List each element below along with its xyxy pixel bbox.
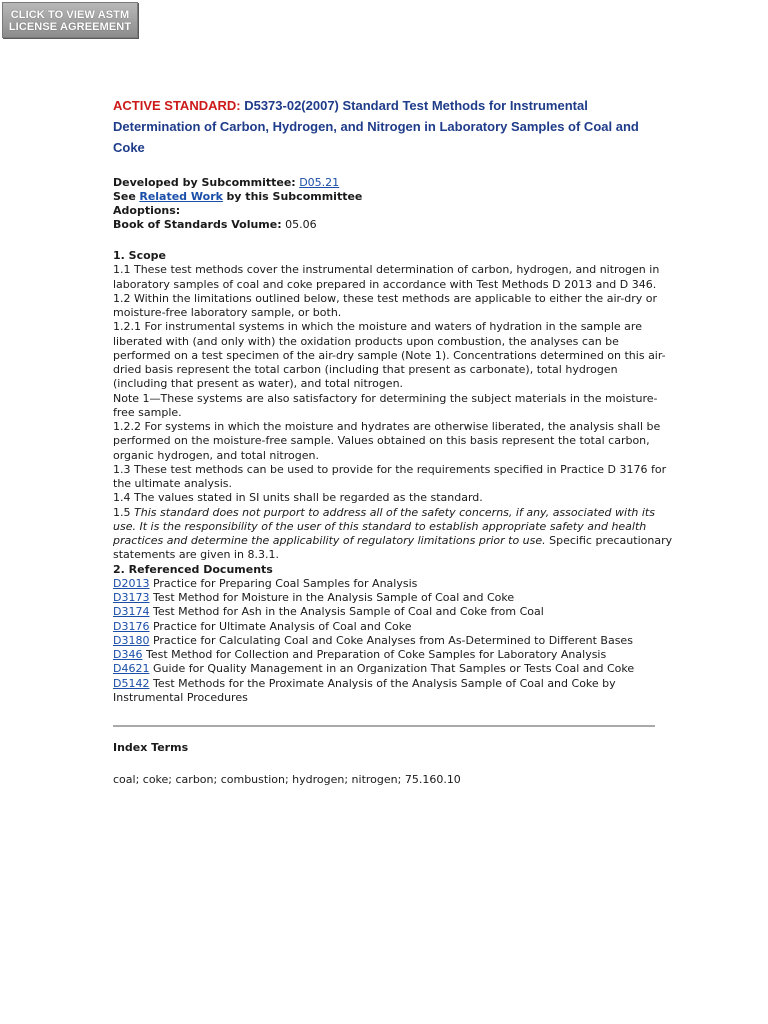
adoptions-row xyxy=(113,204,673,218)
reference-item xyxy=(113,677,673,706)
volume-label: Book of Standards Volume: xyxy=(113,218,282,231)
reference-link-d3180[interactable]: D3180 xyxy=(113,633,150,647)
see-label: See xyxy=(113,190,136,203)
scope-1-2-2: 1.2.2 For systems in which the moisture and hydrates are otherwise liberated, the analysis shall be performed on the moisture-free sample. Values obtained on this basis represent the total carbon, organic hydrogen, and total nitrogen. xyxy=(113,420,661,462)
by-this-subcommittee-label: by this Subcommittee xyxy=(226,190,363,203)
section-divider xyxy=(113,725,655,727)
reference-text: Test Methods for the Proximate Analysis of the Analysis Sample of Coal and Coke by Instrumental Procedures xyxy=(113,676,616,704)
reference-link-d2013[interactable]: D2013 xyxy=(113,576,150,590)
scope-heading: 1. Scope xyxy=(113,249,166,262)
developed-by-label: Developed by Subcommittee: xyxy=(113,176,296,189)
scope-1-5-tail: Specific precautionary statements are given in 8.3.1. xyxy=(113,534,673,562)
license-agreement-button[interactable] xyxy=(2,2,138,38)
reference-item xyxy=(113,605,673,619)
scope-1-4: 1.4 The values stated in SI units shall be regarded as the standard. xyxy=(113,491,483,505)
title-line1: D5373-02(2007) Standard Test Methods for Instrumental xyxy=(240,98,588,113)
adoptions-label: Adoptions: xyxy=(113,204,181,217)
document-content xyxy=(113,95,673,787)
reference-text: Test Method for Ash in the Analysis Sample of Coal and Coke from Coal xyxy=(149,605,544,619)
reference-link-d5142[interactable]: D5142 xyxy=(113,676,150,690)
scope-note-1: Note 1—These systems are also satisfactory for determining the subject materials in the moisture-free sample. xyxy=(113,391,658,419)
reference-link-d3174[interactable]: D3174 xyxy=(113,605,150,619)
volume-row xyxy=(113,218,673,232)
reference-link-d3173[interactable]: D3173 xyxy=(113,591,150,604)
subcommittee-link[interactable]: D05.21 xyxy=(299,176,340,189)
scope-1-5 xyxy=(113,506,673,563)
reference-text: Practice for Preparing Coal Samples for Analysis xyxy=(149,576,418,590)
developed-by-row xyxy=(113,176,673,190)
reference-link-d4621[interactable]: D4621 xyxy=(113,662,150,676)
scope-1-3: 1.3 These test methods can be used to provide for the requirements specified in Practice D 3176 for the ultimate analysis. xyxy=(113,462,667,490)
active-standard-label: ACTIVE STANDARD: xyxy=(113,98,241,113)
scope-1-5-safety-text: This standard does not purport to address all of the safety concerns, if any, associated with its use. It is the responsibility of the user of this standard to establish appropriate safety and health practices and determine the applicability of regulatory limitations prior to use. xyxy=(113,505,655,547)
reference-link-d346[interactable]: D346 xyxy=(113,648,143,661)
scope-1-2: 1.2 Within the limitations outlined below, these test methods are applicable to either the air-dry or moisture-free laboratory sample, or both. xyxy=(113,291,658,319)
reference-item xyxy=(113,591,673,605)
license-button-line2: LICENSE AGREEMENT xyxy=(8,21,132,33)
title-line2: Determination of Carbon, Hydrogen, and Nitrogen in Laboratory Samples of Coal and Coke xyxy=(113,119,639,155)
license-button-line1: CLICK TO VIEW ASTM xyxy=(10,9,130,21)
scope-1-1: 1.1 These test methods cover the instrumental determination of carbon, hydrogen, and nitrogen in laboratory samples of coal and coke prepared in accordance with Test Methods D 2013 and D 346. xyxy=(113,263,660,291)
reference-text: Practice for Calculating Coal and Coke Analyses from As-Determined to Different Bases xyxy=(149,633,633,647)
reference-link-d3176[interactable]: D3176 xyxy=(113,619,150,633)
reference-item xyxy=(113,648,673,662)
page-title xyxy=(113,95,673,158)
scope-1-2-1: 1.2.1 For instrumental systems in which the moisture and waters of hydration in the sample are liberated with (and only with) the oxidation products upon combustion, the analyses can be performed on a test specimen of the air-dry sample (Note 1). Concentrations determined on this air-dried basis represent the total carbon (including that present as carbonate), total hydrogen (including that present as water), and total nitrogen. xyxy=(113,320,666,391)
index-terms-text: coal; coke; carbon; combustion; hydrogen; nitrogen; 75.160.10 xyxy=(113,773,461,786)
references-heading: 2. Referenced Documents xyxy=(113,562,273,576)
standard-meta xyxy=(113,176,673,232)
references-list xyxy=(113,577,673,705)
reference-item xyxy=(113,634,673,648)
related-work-row xyxy=(113,190,673,204)
scope-1-5-number: 1.5 xyxy=(113,505,134,519)
volume-value: 05.06 xyxy=(285,218,317,231)
reference-text: Test Method for Moisture in the Analysis Sample of Coal and Coke xyxy=(149,591,515,604)
scope-section xyxy=(113,249,673,705)
index-terms-heading: Index Terms xyxy=(113,741,189,754)
reference-text: Practice for Ultimate Analysis of Coal and Coke xyxy=(149,619,412,633)
reference-text: Guide for Quality Management in an Organization That Samples or Tests Coal and Coke xyxy=(149,662,635,676)
reference-item xyxy=(113,620,673,634)
reference-text: Test Method for Collection and Preparation of Coke Samples for Laboratory Analysis xyxy=(142,648,607,661)
related-work-link[interactable]: Related Work xyxy=(139,190,223,203)
reference-item xyxy=(113,662,673,676)
reference-item xyxy=(113,577,673,591)
